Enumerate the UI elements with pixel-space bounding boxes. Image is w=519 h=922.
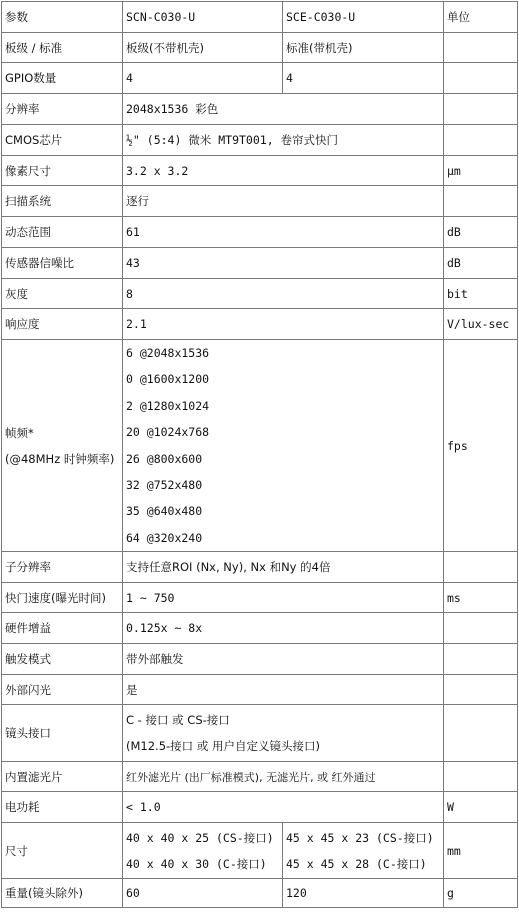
size-scn-line1: 40 x 40 x 25 (CS-接口)	[126, 830, 274, 845]
size-scn	[123, 823, 283, 879]
row-power	[2, 792, 518, 823]
row-weight	[2, 879, 518, 908]
framerate-label-line2: (@48MHz 时钟频率)	[5, 451, 115, 466]
lens-line1: C - 接口 或 CS-接口	[126, 713, 230, 728]
cmos-label: CMOS芯片	[2, 125, 123, 156]
row-pixel	[2, 156, 518, 186]
flash-label: 外部闪光	[2, 675, 123, 705]
header-scn: SCN-C030-U	[123, 2, 283, 33]
subres-label: 子分辨率	[2, 552, 123, 583]
framerate-label	[2, 340, 123, 552]
gpio-scn: 4	[123, 63, 283, 94]
header-unit: 单位	[444, 2, 518, 33]
framerate-value: 32 @752x480	[126, 478, 203, 493]
size-label: 尺寸	[2, 823, 123, 879]
row-filter	[2, 762, 518, 792]
framerate-value: 20 @1024x768	[126, 425, 210, 440]
framerate-value: 0 @1600x1200	[126, 372, 210, 387]
pixel-label: 像素尺寸	[2, 156, 123, 186]
power-unit: W	[444, 792, 518, 823]
header-row	[2, 2, 518, 33]
shutter-value: 1 ~ 750	[123, 583, 444, 613]
power-value: < 1.0	[123, 792, 444, 823]
size-sce	[283, 823, 444, 879]
trigger-label: 触发模式	[2, 644, 123, 675]
shutter-unit: ms	[444, 583, 518, 613]
row-board	[2, 33, 518, 63]
row-gain	[2, 613, 518, 644]
board-label: 板级 / 标准	[2, 33, 123, 63]
gpio-sce: 4	[283, 63, 444, 94]
row-flash	[2, 675, 518, 705]
framerate-values	[123, 340, 444, 552]
gray-label: 灰度	[2, 279, 123, 309]
row-trigger	[2, 644, 518, 675]
weight-unit: g	[444, 879, 518, 908]
row-shutter	[2, 583, 518, 613]
spec-table	[1, 1, 518, 908]
board-unit	[444, 33, 518, 63]
cmos-value: ½" (5:4) 微米 MT9T001, 卷帘式快门	[123, 125, 444, 156]
gpio-label: GPIO数量	[2, 63, 123, 94]
row-subresolution	[2, 552, 518, 583]
size-scn-line2: 40 x 40 x 30 (C-接口)	[126, 856, 267, 871]
cmos-unit	[444, 125, 518, 156]
snr-value: 43	[123, 248, 444, 279]
weight-sce: 120	[283, 879, 444, 908]
subres-value: 支持任意ROI (Nx, Ny), Nx 和Ny 的4倍	[123, 552, 444, 583]
lens-unit	[444, 705, 518, 762]
weight-label: 重量(镜头除外)	[2, 879, 123, 908]
filter-unit	[444, 762, 518, 792]
scan-label: 扫描系统	[2, 186, 123, 217]
dynamic-unit: dB	[444, 217, 518, 248]
row-cmos	[2, 125, 518, 156]
scan-unit	[444, 186, 518, 217]
row-snr	[2, 248, 518, 279]
dynamic-value: 61	[123, 217, 444, 248]
trigger-unit	[444, 644, 518, 675]
gain-unit	[444, 613, 518, 644]
framerate-value: 35 @640x480	[126, 504, 203, 519]
size-sce-line2: 45 x 45 x 28 (C-接口)	[286, 856, 427, 871]
framerate-label-line1: 帧频*	[5, 425, 34, 440]
response-unit: V/lux-sec	[444, 309, 518, 340]
dynamic-label: 动态范围	[2, 217, 123, 248]
board-sce: 标准(带机壳)	[283, 33, 444, 63]
pixel-value: 3.2 x 3.2	[123, 156, 444, 186]
size-unit: mm	[444, 823, 518, 879]
response-value: 2.1	[123, 309, 444, 340]
snr-unit: dB	[444, 248, 518, 279]
response-label: 响应度	[2, 309, 123, 340]
row-dynamic-range	[2, 217, 518, 248]
scan-value: 逐行	[123, 186, 444, 217]
framerate-value: 64 @320x240	[126, 530, 203, 545]
gray-unit: bit	[444, 279, 518, 309]
resolution-label: 分辨率	[2, 94, 123, 125]
gain-label: 硬件增益	[2, 613, 123, 644]
resolution-value: 2048x1536 彩色	[123, 94, 444, 125]
pixel-unit: μm	[444, 156, 518, 186]
trigger-value: 带外部触发	[123, 644, 444, 675]
board-scn: 板级(不带机壳)	[123, 33, 283, 63]
gain-value: 0.125x ~ 8x	[123, 613, 444, 644]
header-param: 参数	[2, 2, 123, 33]
power-label: 电功耗	[2, 792, 123, 823]
size-sce-line1: 45 x 45 x 23 (CS-接口)	[286, 830, 434, 845]
flash-value: 是	[123, 675, 444, 705]
row-response	[2, 309, 518, 340]
subres-unit	[444, 552, 518, 583]
framerate-value: 2 @1280x1024	[126, 398, 210, 413]
weight-scn: 60	[123, 879, 283, 908]
resolution-unit	[444, 94, 518, 125]
gpio-unit	[444, 63, 518, 94]
row-gray	[2, 279, 518, 309]
filter-value: 红外滤光片 (出厂标准模式), 无滤光片, 或 红外通过	[123, 762, 444, 792]
row-lens	[2, 705, 518, 762]
flash-unit	[444, 675, 518, 705]
row-resolution	[2, 94, 518, 125]
snr-label: 传感器信噪比	[2, 248, 123, 279]
framerate-value: 26 @800x600	[126, 451, 203, 466]
row-gpio	[2, 63, 518, 94]
row-scan	[2, 186, 518, 217]
filter-label: 内置滤光片	[2, 762, 123, 792]
gray-value: 8	[123, 279, 444, 309]
framerate-value: 6 @2048x1536	[126, 346, 210, 360]
lens-label: 镜头接口	[2, 705, 123, 762]
header-sce: SCE-C030-U	[283, 2, 444, 33]
lens-value	[123, 705, 444, 762]
row-framerate	[2, 340, 518, 552]
lens-line2: (M12.5-接口 或 用户自定义镜头接口)	[126, 739, 320, 754]
framerate-unit: fps	[444, 340, 518, 552]
row-size	[2, 823, 518, 879]
shutter-label: 快门速度(曝光时间)	[2, 583, 123, 613]
